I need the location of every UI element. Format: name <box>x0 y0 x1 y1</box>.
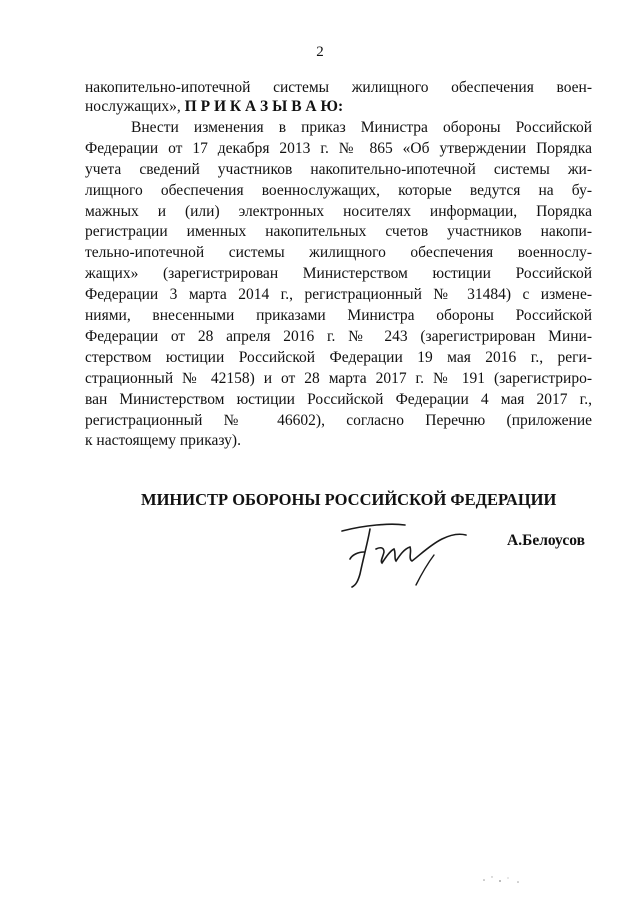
page-number: 2 <box>316 44 324 60</box>
text-line-7: мажных и (или) электронных носителях информации, Порядка <box>85 203 592 220</box>
text-line-14: стерством юстиции Российской Федерации 19 мая 2016 г., реги- <box>85 349 592 366</box>
text-line-1: накопительно-ипотечной системы жилищного обеспечения воен- <box>85 79 592 96</box>
text-line-3: Внести изменения в приказ Министра обороны Российской <box>131 119 592 136</box>
order-word: П Р И К А З Ы В А Ю: <box>184 98 344 115</box>
text-line-17: регистрационный № 46602), согласно Перечню (приложение <box>85 412 592 429</box>
text-line-15: страционный № 42158) и от 28 марта 2017 г. № 191 (зарегистриро- <box>85 370 592 387</box>
text-line-4: Федерации от 17 декабря 2013 г. № 865 «Об утверждении Порядка <box>85 140 592 157</box>
handwritten-signature <box>330 519 480 589</box>
text-line-9: тельно-ипотечной системы жилищного обеспечения военнослу- <box>85 244 592 261</box>
text-line-2 <box>85 97 592 116</box>
text-line-11: Федерации 3 марта 2014 г., регистрационный № 31484) с измене- <box>85 286 592 303</box>
text-line-2-start: нослужащих», <box>85 98 181 115</box>
text-line-12: ниями, внесенными приказами Министра обороны Российской <box>85 307 592 324</box>
text-line-18: к настоящему приказу). <box>85 432 241 449</box>
scan-speck <box>478 872 528 886</box>
text-line-8: регистрации именных накопительных счетов участников накопи- <box>85 223 592 240</box>
signatory-title: МИНИСТР ОБОРОНЫ РОССИЙСКОЙ ФЕДЕРАЦИИ <box>141 490 557 509</box>
signatory-name: А.Белоусов <box>507 532 585 549</box>
text-line-13: Федерации от 28 апреля 2016 г. № 243 (зарегистрирован Мини- <box>85 328 592 345</box>
text-line-5: учета сведений участников накопительно-ипотечной системы жи- <box>85 161 592 178</box>
text-line-10: жащих» (зарегистрирован Министерством юстиции Российской <box>85 265 592 282</box>
text-line-6: лищного обеспечения военнослужащих, которые ведутся на бу- <box>85 182 592 199</box>
text-line-16: ван Министерством юстиции Российской Федерации 4 мая 2017 г., <box>85 391 592 408</box>
